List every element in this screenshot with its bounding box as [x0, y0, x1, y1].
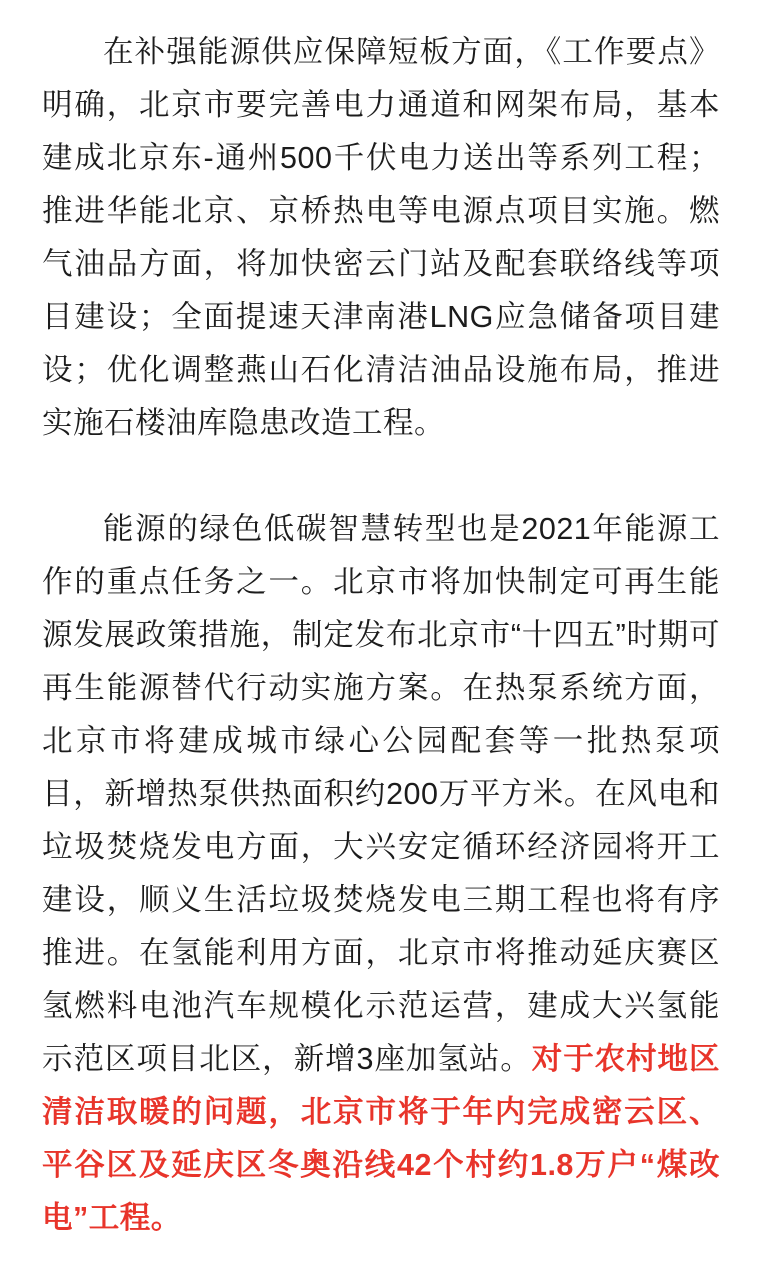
paragraph-text: 在补强能源供应保障短板方面，《工作要点》明确，北京市要完善电力通道和网架布局，基本建成北京东-通州500千伏电力送出等系列工程；推进华能北京、京桥热电等电源点项目实施。燃气油品方面，将加快密云门站及配套联络线等项目建设；全面提速天津南港LNG应急储备项目建设；优化调整燕山石化清洁油品设施布局，推进实施石楼油库隐患改造工程。 — [42, 35, 720, 440]
article-body — [42, 26, 720, 1245]
paragraph-energy-supply — [42, 26, 720, 450]
highlighted-text: 对于农村地区清洁取暖的问题，北京市将于年内完成密云区、平谷区及延庆区冬奥沿线42个村约1.8万户“煤改电”工程。 — [42, 1042, 721, 1235]
paragraph-green-transition — [42, 503, 720, 1245]
paragraph-text: 能源的绿色低碳智慧转型也是2021年能源工作的重点任务之一。北京市将加快制定可再生能源发展政策措施，制定发布北京市“十四五”时期可再生能源替代行动实施方案。在热泵系统方面，北京市将建成城市绿心公园配套等一批热泵项目，新增热泵供热面积约200万平方米。在风电和垃圾焚烧发电方面，大兴安定循环经济园将开工建设，顺义生活垃圾焚烧发电三期工程也将有序推进。在氢能利用方面，北京市将推动延庆赛区氢燃料电池汽车规模化示范运营，建成大兴氢能示范区项目北区，新增3座加氢站。 — [42, 512, 720, 1076]
paragraph-spacer — [42, 450, 720, 503]
